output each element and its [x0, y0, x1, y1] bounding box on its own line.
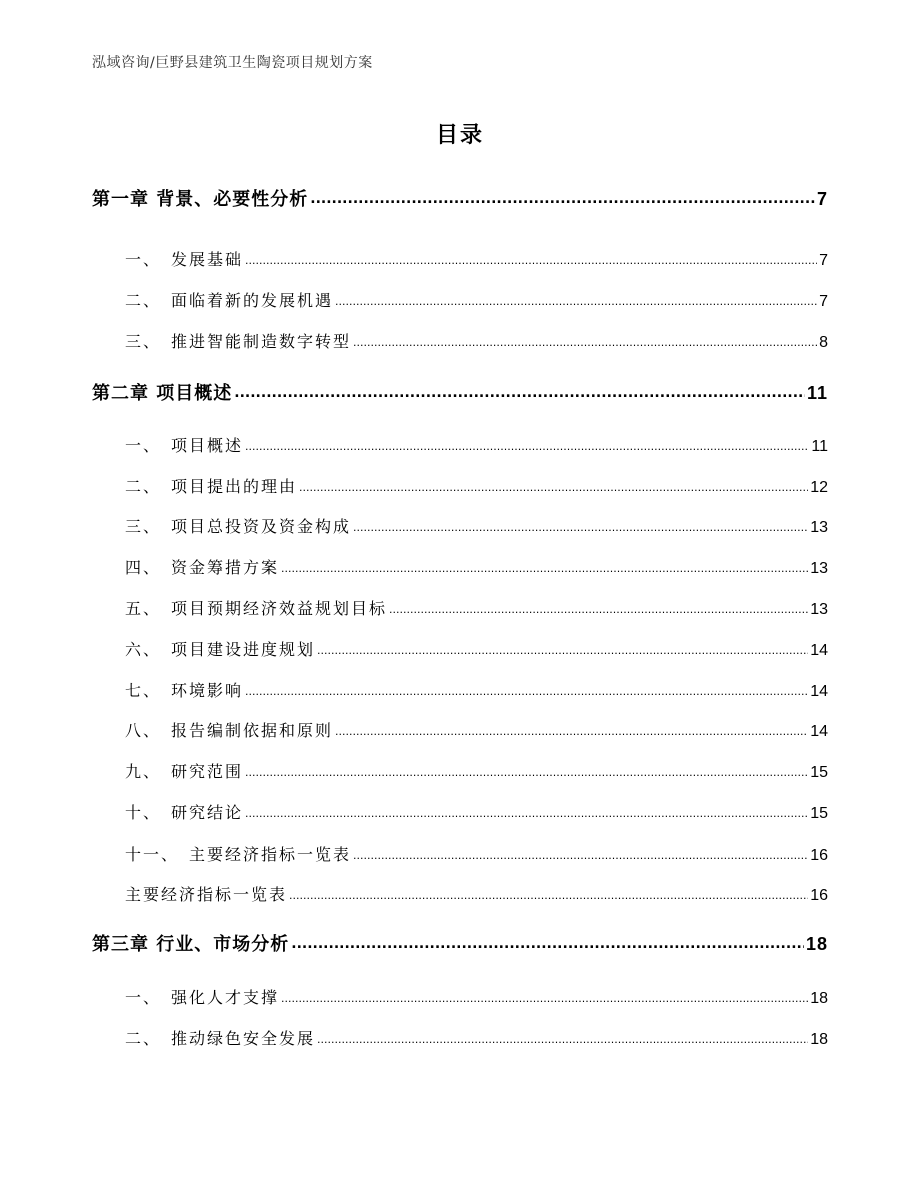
- toc-chapter-1[interactable]: [92, 185, 828, 211]
- dot-leader: [389, 598, 808, 614]
- toc-section[interactable]: [125, 678, 828, 701]
- toc-entry-label: 强化人才支撑: [171, 988, 280, 1007]
- dot-leader: [245, 680, 808, 696]
- toc-chapter-2[interactable]: [92, 379, 828, 405]
- dot-leader: [335, 290, 817, 306]
- toc-entry-number: 一、: [125, 250, 162, 269]
- toc-section[interactable]: [125, 800, 828, 823]
- dot-leader: [281, 987, 808, 1003]
- toc-section[interactable]: [125, 1026, 828, 1049]
- toc-entry-page: 7: [819, 293, 828, 310]
- toc-section[interactable]: [125, 637, 828, 660]
- toc-entry-label: 第二章 项目概述: [92, 383, 233, 404]
- toc-entry-page: 13: [810, 601, 828, 618]
- toc-entry-page: 18: [810, 990, 828, 1007]
- dot-leader: [245, 435, 809, 451]
- toc-entry-number: 三、: [125, 332, 162, 351]
- toc-entry-page: 8: [819, 334, 828, 351]
- toc-section[interactable]: [125, 514, 828, 537]
- toc-chapter-3[interactable]: [92, 930, 828, 956]
- toc-entry-page: 13: [810, 519, 828, 536]
- toc-entry-label: 推进智能制造数字转型: [171, 332, 352, 351]
- toc-entry-label: 研究范围: [171, 762, 244, 781]
- toc-entry-page: 14: [810, 723, 828, 740]
- dot-leader: [299, 476, 808, 492]
- toc-entry-number: 三、: [125, 517, 162, 536]
- toc-entry-label: 第三章 行业、市场分析: [92, 934, 290, 955]
- toc-entry-label: 项目建设进度规划: [171, 640, 316, 659]
- dot-leader: [289, 884, 808, 900]
- dot-leader: [245, 249, 817, 265]
- toc-entry-number: 一、: [125, 988, 162, 1007]
- toc-entry-page: 7: [819, 252, 828, 269]
- toc-entry-number: 四、: [125, 558, 162, 577]
- toc-entry-number: 二、: [125, 477, 162, 496]
- dot-leader: [245, 802, 808, 818]
- dot-leader: [353, 516, 808, 532]
- toc-section[interactable]: [125, 555, 828, 578]
- toc-entry-label: 项目总投资及资金构成: [171, 517, 352, 536]
- toc-section[interactable]: [125, 433, 828, 456]
- toc-entry-label: 主要经济指标一览表: [189, 845, 352, 864]
- toc-entry-label: 面临着新的发展机遇: [171, 291, 334, 310]
- dot-leader: [317, 639, 808, 655]
- toc-entry-label: 环境影响: [171, 681, 244, 700]
- toc-section[interactable]: [125, 596, 828, 619]
- toc-entry-page: 15: [810, 764, 828, 781]
- toc-entry-label: 资金筹措方案: [171, 558, 280, 577]
- toc-entry-page: 13: [810, 560, 828, 577]
- toc-entry-number: 十一、: [125, 845, 180, 864]
- toc-section[interactable]: [125, 288, 828, 311]
- dot-leader: [353, 331, 817, 347]
- toc-title: 目录: [435, 123, 484, 148]
- toc-entry-number: 十、: [125, 803, 162, 822]
- dot-leader: [281, 557, 808, 573]
- dot-leader: [291, 932, 804, 950]
- dot-leader: [317, 1028, 808, 1044]
- toc-entry-page: 11: [806, 383, 828, 403]
- toc-section[interactable]: [125, 882, 828, 905]
- toc-entry-number: 七、: [125, 681, 162, 700]
- toc-section[interactable]: [125, 247, 828, 270]
- toc-entry-number: 八、: [125, 721, 162, 740]
- toc-section[interactable]: [125, 759, 828, 782]
- dot-leader: [353, 844, 808, 860]
- toc-entry-label: 项目提出的理由: [171, 477, 298, 496]
- toc-section[interactable]: [125, 329, 828, 352]
- toc-entry-label: 发展基础: [171, 250, 244, 269]
- toc-entry-label: 项目预期经济效益规划目标: [171, 599, 388, 618]
- header-divider: [92, 76, 828, 77]
- toc-entry-label: 第一章 背景、必要性分析: [92, 189, 309, 210]
- toc-entry-label: 报告编制依据和原则: [171, 721, 334, 740]
- toc-entry-label: 推动绿色安全发展: [171, 1029, 316, 1048]
- toc-entry-page: 15: [810, 805, 828, 822]
- toc-entry-page: 7: [816, 189, 828, 209]
- toc-entry-page: 18: [810, 1031, 828, 1048]
- toc-entry-page: 16: [810, 847, 828, 864]
- toc-entry-label: 项目概述: [171, 436, 244, 455]
- toc-entry-page: 14: [810, 642, 828, 659]
- dot-leader: [234, 381, 805, 399]
- toc-entry-page: 16: [810, 887, 828, 904]
- toc-entry-page: 14: [810, 683, 828, 700]
- toc-entry-page: 12: [810, 479, 828, 496]
- toc-section[interactable]: [125, 985, 828, 1008]
- toc-entry-number: 一、: [125, 436, 162, 455]
- running-header: 泓域咨询/巨野县建筑卫生陶瓷项目规划方案: [92, 55, 373, 71]
- dot-leader: [310, 187, 815, 205]
- toc-entry-page: 18: [805, 934, 828, 954]
- toc-entry-label: 主要经济指标一览表: [125, 885, 288, 904]
- dot-leader: [245, 761, 808, 777]
- dot-leader: [335, 720, 808, 736]
- toc-entry-page: 11: [811, 438, 828, 455]
- toc-section[interactable]: [125, 474, 828, 497]
- toc-entry-number: 六、: [125, 640, 162, 659]
- toc-section[interactable]: [125, 718, 828, 741]
- toc-entry-number: 九、: [125, 762, 162, 781]
- toc-entry-number: 二、: [125, 291, 162, 310]
- toc-section[interactable]: [125, 842, 828, 865]
- toc-entry-label: 研究结论: [171, 803, 244, 822]
- toc-entry-number: 五、: [125, 599, 162, 618]
- toc-entry-number: 二、: [125, 1029, 162, 1048]
